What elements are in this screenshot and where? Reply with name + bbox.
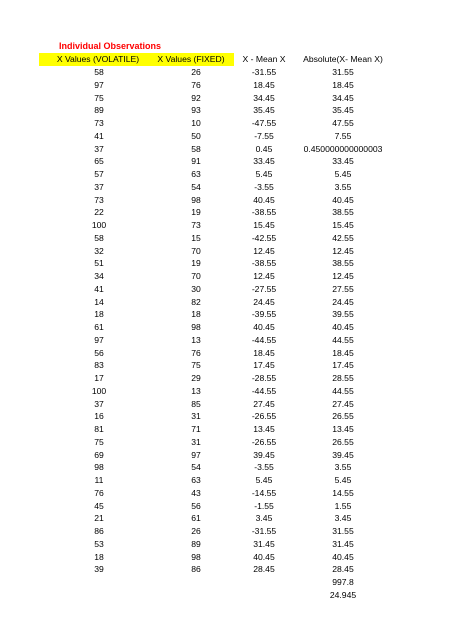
- volatile-cell[interactable]: 51: [94, 258, 104, 269]
- absolute-cell[interactable]: 40.45: [332, 194, 354, 205]
- fixed-cell[interactable]: 26: [191, 526, 201, 536]
- absolute-cell[interactable]: 47.55: [332, 118, 354, 128]
- deviation-cell[interactable]: 27.45: [253, 398, 275, 409]
- absolute-cell[interactable]: 38.55: [332, 258, 354, 269]
- volatile-cell[interactable]: 21: [94, 513, 104, 524]
- absolute-cell[interactable]: 39.45: [332, 449, 354, 460]
- deviation-cell[interactable]: -28.55: [251, 373, 277, 383]
- fixed-cell[interactable]: 63: [191, 475, 201, 485]
- volatile-cell[interactable]: 97: [94, 79, 104, 90]
- table-row: [0, 232, 474, 245]
- table-row: [0, 104, 474, 117]
- absolute-cell[interactable]: 18.45: [332, 79, 354, 90]
- absolute-mean-cell[interactable]: 24.945: [329, 589, 357, 600]
- fixed-cell[interactable]: 10: [191, 118, 201, 128]
- absolute-cell[interactable]: 1.55: [334, 500, 352, 511]
- deviation-cell[interactable]: 12.45: [253, 245, 275, 256]
- volatile-cell[interactable]: 11: [94, 475, 104, 485]
- deviation-cell[interactable]: -1.55: [254, 500, 274, 511]
- fixed-cell[interactable]: 31: [191, 411, 201, 422]
- deviation-cell[interactable]: 39.45: [253, 449, 275, 460]
- table-row: [0, 219, 474, 232]
- fixed-cell[interactable]: 29: [191, 373, 201, 383]
- table-row: [0, 487, 474, 500]
- fixed-cell[interactable]: 13: [191, 334, 201, 345]
- table-row: [0, 436, 474, 449]
- table-row: [0, 143, 474, 156]
- absolute-cell[interactable]: 26.55: [332, 411, 354, 422]
- fixed-cell[interactable]: 73: [191, 220, 201, 230]
- volatile-cell[interactable]: 34: [94, 271, 104, 281]
- volatile-cell[interactable]: 97: [94, 334, 104, 345]
- absolute-cell[interactable]: 40.45: [332, 322, 354, 332]
- header-absolute-deviation[interactable]: Absolute(X- Mean X): [303, 54, 383, 64]
- table-row: [0, 66, 474, 79]
- volatile-cell[interactable]: 76: [94, 487, 104, 498]
- fixed-cell[interactable]: 91: [191, 156, 201, 167]
- volatile-cell[interactable]: 73: [94, 118, 104, 128]
- absolute-cell[interactable]: 40.45: [332, 551, 354, 562]
- deviation-cell[interactable]: -7.55: [254, 130, 274, 141]
- fixed-cell[interactable]: 30: [191, 283, 201, 294]
- fixed-cell[interactable]: 19: [191, 258, 201, 269]
- absolute-cell[interactable]: 31.45: [332, 538, 354, 549]
- absolute-cell[interactable]: 7.55: [334, 130, 352, 141]
- absolute-sum-cell[interactable]: 997.8: [332, 577, 354, 587]
- total-row: [0, 576, 474, 589]
- volatile-cell[interactable]: 32: [94, 245, 104, 256]
- fixed-cell[interactable]: 31: [191, 436, 201, 447]
- table-row: [0, 296, 474, 309]
- table-row: [0, 512, 474, 525]
- absolute-cell[interactable]: 17.45: [332, 360, 354, 371]
- fixed-cell[interactable]: 89: [191, 538, 201, 549]
- table-row: [0, 410, 474, 423]
- fixed-cell[interactable]: 63: [191, 169, 201, 179]
- table-row: [0, 423, 474, 436]
- deviation-cell[interactable]: 15.45: [253, 220, 275, 230]
- table-row: [0, 270, 474, 283]
- table-row: [0, 79, 474, 92]
- fixed-cell[interactable]: 70: [191, 245, 201, 256]
- table-row: [0, 563, 474, 576]
- fixed-cell[interactable]: 97: [191, 449, 201, 460]
- fixed-cell[interactable]: 98: [191, 322, 201, 332]
- deviation-cell[interactable]: 31.45: [253, 538, 275, 549]
- absolute-cell[interactable]: 39.55: [332, 309, 354, 320]
- table-row: [0, 245, 474, 258]
- fixed-cell[interactable]: 70: [191, 271, 201, 281]
- header-x-values-volatile[interactable]: X Values (VOLATILE): [56, 54, 140, 64]
- deviation-cell[interactable]: 33.45: [253, 156, 275, 167]
- volatile-cell[interactable]: 41: [94, 283, 104, 294]
- volatile-cell[interactable]: 37: [94, 398, 104, 409]
- deviation-cell[interactable]: 40.45: [253, 322, 275, 332]
- deviation-cell[interactable]: -44.55: [251, 385, 277, 396]
- fixed-cell[interactable]: 92: [191, 92, 201, 103]
- absolute-cell[interactable]: 24.45: [332, 296, 354, 307]
- table-row: [0, 461, 474, 474]
- fixed-cell[interactable]: 19: [191, 207, 201, 218]
- fixed-cell[interactable]: 71: [191, 424, 201, 434]
- fixed-cell[interactable]: 18: [191, 309, 201, 320]
- volatile-cell[interactable]: 18: [94, 551, 104, 562]
- absolute-cell[interactable]: 44.55: [332, 334, 354, 345]
- fixed-cell[interactable]: 13: [191, 385, 201, 396]
- deviation-cell[interactable]: -26.55: [251, 411, 277, 422]
- deviation-cell[interactable]: -27.55: [251, 283, 277, 294]
- table-row: [0, 359, 474, 372]
- volatile-cell[interactable]: 86: [94, 526, 104, 536]
- table-row: [0, 168, 474, 181]
- absolute-cell[interactable]: 38.55: [332, 207, 354, 218]
- deviation-cell[interactable]: 18.45: [253, 79, 275, 90]
- volatile-cell[interactable]: 81: [94, 424, 104, 434]
- fixed-cell[interactable]: 43: [191, 487, 201, 498]
- deviation-cell[interactable]: 28.45: [253, 564, 275, 575]
- deviation-cell[interactable]: -3.55: [254, 181, 274, 192]
- fixed-cell[interactable]: 76: [191, 347, 201, 358]
- table-row: [0, 194, 474, 207]
- volatile-cell[interactable]: 58: [94, 232, 104, 243]
- absolute-cell[interactable]: 31.55: [332, 526, 354, 536]
- table-row: [0, 130, 474, 143]
- table-row: [0, 181, 474, 194]
- deviation-cell[interactable]: -31.55: [251, 526, 277, 536]
- volatile-cell[interactable]: 16: [94, 411, 104, 422]
- table-row: [0, 155, 474, 168]
- absolute-cell[interactable]: 35.45: [332, 105, 354, 116]
- table-row: [0, 525, 474, 538]
- volatile-cell[interactable]: 39: [94, 564, 104, 575]
- absolute-cell[interactable]: 33.45: [332, 156, 354, 167]
- table-row: [0, 500, 474, 513]
- deviation-cell[interactable]: 35.45: [253, 105, 275, 116]
- deviation-cell[interactable]: 40.45: [253, 194, 275, 205]
- fixed-cell[interactable]: 82: [191, 296, 201, 307]
- volatile-cell[interactable]: 73: [94, 194, 104, 205]
- header-x-values-fixed[interactable]: X Values (FIXED): [157, 54, 225, 64]
- volatile-cell[interactable]: 69: [94, 449, 104, 460]
- absolute-cell[interactable]: 15.45: [332, 220, 354, 230]
- fixed-cell[interactable]: 15: [191, 232, 201, 243]
- data-rows: [0, 66, 474, 602]
- fixed-cell[interactable]: 85: [191, 398, 201, 409]
- table-row: [0, 551, 474, 564]
- table-row: [0, 117, 474, 130]
- absolute-cell[interactable]: 3.55: [334, 462, 352, 473]
- absolute-cell[interactable]: 44.55: [332, 385, 354, 396]
- volatile-cell[interactable]: 98: [94, 462, 104, 473]
- fixed-cell[interactable]: 76: [191, 79, 201, 90]
- volatile-cell[interactable]: 83: [94, 360, 104, 371]
- absolute-cell[interactable]: 18.45: [332, 347, 354, 358]
- volatile-cell[interactable]: 65: [94, 156, 104, 167]
- deviation-cell[interactable]: -44.55: [251, 334, 277, 345]
- volatile-cell[interactable]: 89: [94, 105, 104, 116]
- volatile-cell[interactable]: 58: [94, 67, 104, 77]
- deviation-cell[interactable]: 0.45: [255, 143, 273, 154]
- absolute-cell[interactable]: 28.55: [332, 373, 354, 383]
- absolute-cell[interactable]: 26.55: [332, 436, 354, 447]
- absolute-cell[interactable]: 13.45: [332, 424, 354, 434]
- absolute-cell[interactable]: 5.45: [334, 169, 352, 179]
- volatile-cell[interactable]: 17: [94, 373, 104, 383]
- fixed-cell[interactable]: 54: [191, 181, 201, 192]
- volatile-cell[interactable]: 100: [91, 385, 107, 396]
- fixed-cell[interactable]: 56: [191, 500, 201, 511]
- volatile-cell[interactable]: 61: [94, 322, 104, 332]
- fixed-cell[interactable]: 93: [191, 105, 201, 116]
- absolute-cell[interactable]: 31.55: [332, 67, 354, 77]
- absolute-cell[interactable]: 12.45: [332, 245, 354, 256]
- table-row: [0, 334, 474, 347]
- table-row: [0, 347, 474, 360]
- deviation-cell[interactable]: 17.45: [253, 360, 275, 371]
- volatile-cell[interactable]: 45: [94, 500, 104, 511]
- deviation-cell[interactable]: -14.55: [251, 487, 277, 498]
- volatile-cell[interactable]: 37: [94, 143, 104, 154]
- fixed-cell[interactable]: 75: [191, 360, 201, 371]
- fixed-cell[interactable]: 50: [191, 130, 201, 141]
- deviation-cell[interactable]: 12.45: [253, 271, 275, 281]
- fixed-cell[interactable]: 98: [191, 194, 201, 205]
- table-row: [0, 474, 474, 487]
- table-row: [0, 321, 474, 334]
- deviation-cell[interactable]: 40.45: [253, 551, 275, 562]
- absolute-cell[interactable]: 12.45: [332, 271, 354, 281]
- absolute-cell[interactable]: 42.55: [332, 232, 354, 243]
- deviation-cell[interactable]: 5.45: [255, 169, 273, 179]
- deviation-cell[interactable]: -3.55: [254, 462, 274, 473]
- table-row: [0, 206, 474, 219]
- volatile-cell[interactable]: 22: [94, 207, 104, 218]
- volatile-cell[interactable]: 75: [94, 92, 104, 103]
- table-row: [0, 538, 474, 551]
- deviation-cell[interactable]: 13.45: [253, 424, 275, 434]
- table-row: [0, 308, 474, 321]
- volatile-cell[interactable]: 53: [94, 538, 104, 549]
- table-row: [0, 449, 474, 462]
- fixed-cell[interactable]: 58: [191, 143, 201, 154]
- volatile-cell[interactable]: 57: [94, 169, 104, 179]
- absolute-cell[interactable]: 3.55: [334, 181, 352, 192]
- deviation-cell[interactable]: -42.55: [251, 232, 277, 243]
- deviation-cell[interactable]: 34.45: [253, 92, 275, 103]
- table-row: [0, 283, 474, 296]
- absolute-cell[interactable]: 28.45: [332, 564, 354, 575]
- sheet-title: Individual Observations: [59, 41, 162, 51]
- volatile-cell[interactable]: 41: [94, 130, 104, 141]
- absolute-cell[interactable]: 5.45: [334, 475, 352, 485]
- volatile-cell[interactable]: 75: [94, 436, 104, 447]
- deviation-cell[interactable]: -26.55: [251, 436, 277, 447]
- table-row: [0, 372, 474, 385]
- deviation-cell[interactable]: -38.55: [251, 258, 277, 269]
- absolute-cell[interactable]: 14.55: [332, 487, 354, 498]
- absolute-cell[interactable]: 27.45: [332, 398, 354, 409]
- deviation-cell[interactable]: -39.55: [251, 309, 277, 320]
- deviation-cell[interactable]: 18.45: [253, 347, 275, 358]
- header-x-minus-mean[interactable]: X - Mean X: [242, 54, 286, 64]
- absolute-cell[interactable]: 3.45: [334, 513, 352, 524]
- fixed-cell[interactable]: 26: [191, 67, 201, 77]
- fixed-cell[interactable]: 86: [191, 564, 201, 575]
- absolute-cell[interactable]: 0.450000000000003: [303, 143, 383, 154]
- absolute-cell[interactable]: 34.45: [332, 92, 354, 103]
- volatile-cell[interactable]: 18: [94, 309, 104, 320]
- absolute-cell[interactable]: 27.55: [332, 283, 354, 294]
- deviation-cell[interactable]: -31.55: [251, 67, 277, 77]
- fixed-cell[interactable]: 61: [191, 513, 201, 524]
- volatile-cell[interactable]: 14: [94, 296, 104, 307]
- volatile-cell[interactable]: 37: [94, 181, 104, 192]
- table-row: [0, 92, 474, 105]
- deviation-cell[interactable]: 5.45: [255, 475, 273, 485]
- deviation-cell[interactable]: -38.55: [251, 207, 277, 218]
- deviation-cell[interactable]: 24.45: [253, 296, 275, 307]
- fixed-cell[interactable]: 98: [191, 551, 201, 562]
- table-row: [0, 385, 474, 398]
- deviation-cell[interactable]: -47.55: [251, 118, 277, 128]
- volatile-cell[interactable]: 56: [94, 347, 104, 358]
- volatile-cell[interactable]: 100: [91, 220, 107, 230]
- table-row: [0, 398, 474, 411]
- deviation-cell[interactable]: 3.45: [255, 513, 273, 524]
- fixed-cell[interactable]: 54: [191, 462, 201, 473]
- total-row: [0, 589, 474, 602]
- table-row: [0, 257, 474, 270]
